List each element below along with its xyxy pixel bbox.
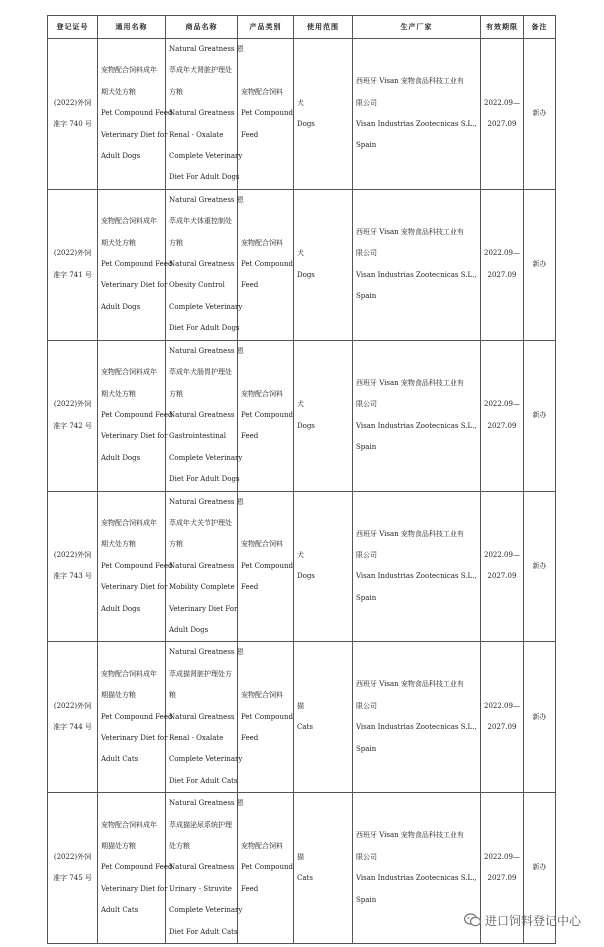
cell-generic-name — [98, 793, 173, 944]
cell-line: 2022.09— — [484, 852, 520, 861]
header-generic-name: 通用名称 — [98, 16, 166, 39]
cell-manufacturer — [353, 340, 481, 491]
cell-remarks — [524, 491, 556, 642]
cell-line: Obesity Control — [169, 281, 225, 290]
cell-reg-no — [48, 39, 98, 190]
table-row — [48, 39, 556, 190]
cell-generic-name — [98, 340, 173, 491]
cell-line: 准字 744 号 — [53, 723, 92, 732]
cell-line: Adult Cats — [101, 755, 139, 764]
cell-line: 方粮 — [169, 389, 183, 398]
cell-line: Pet Compound — [241, 109, 293, 118]
cell-line: 期猫处方粮 — [101, 842, 136, 851]
cell-line: 处方粮 — [169, 842, 190, 851]
table-row — [48, 189, 556, 340]
cell-line: Pet Compound Feed — [101, 410, 173, 419]
cell-line: Spain — [356, 744, 377, 753]
cell-product-name — [166, 793, 244, 944]
cell-line: Feed — [241, 583, 259, 592]
cell-line: 限公司 — [356, 98, 377, 107]
cell-line: Natural Greatness — [169, 260, 235, 269]
cell-line: Renal - Oxalate — [169, 130, 224, 139]
cell-line: 限公司 — [356, 249, 377, 258]
cell-line: Pet Compound — [241, 410, 293, 419]
cell-line: 限公司 — [356, 701, 377, 710]
cell-line: 期犬处方粮 — [101, 540, 136, 549]
cell-line: 2027.09 — [487, 119, 517, 128]
cell-line: Adult Dogs — [169, 625, 209, 634]
cell-scope — [294, 491, 353, 642]
cell-product-name — [166, 39, 244, 190]
cell-category — [238, 642, 294, 793]
cell-line: 方粮 — [169, 540, 183, 549]
cell-line: Natural Greatness — [169, 109, 235, 118]
cell-line: 西班牙 Visan 宠物食品科技工业有 — [356, 227, 464, 236]
cell-line: Veterinary Diet for — [101, 884, 168, 893]
cell-line: Urinary - Struvite — [169, 884, 232, 893]
cell-line: 期犬处方粮 — [101, 389, 136, 398]
cell-line: Renal - Oxalate — [169, 734, 224, 742]
cell-line: 萃成年犬肠胃护理处 — [169, 368, 232, 377]
cell-line: 新办 — [532, 260, 547, 269]
watermark-text: 进口饲料登记中心 — [485, 913, 582, 928]
cell-line: 2027.09 — [487, 723, 517, 732]
cell-line: (2022)外饲 — [53, 249, 92, 258]
cell-line: 限公司 — [356, 852, 377, 861]
cell-product-name — [166, 340, 244, 491]
cell-line: Diet For Adult Dogs — [169, 173, 240, 182]
cell-validity — [481, 189, 524, 340]
registration-table-container — [47, 15, 555, 944]
cell-remarks — [524, 189, 556, 340]
cell-line: 西班牙 Visan 宠物食品科技工业有 — [356, 831, 464, 840]
cell-scope — [294, 340, 353, 491]
table-header-row — [48, 16, 556, 39]
cell-manufacturer — [353, 491, 481, 642]
cell-line: 犬 — [297, 98, 304, 107]
cell-line: Visan Industrias Zootecnicas S.L., — [356, 421, 477, 430]
cell-line: Feed — [241, 734, 259, 742]
header-scope: 使用范围 — [294, 16, 353, 39]
cell-manufacturer — [353, 189, 481, 340]
cell-scope — [294, 642, 353, 793]
wechat-icon — [464, 913, 481, 927]
cell-line: Diet For Adult Cats — [169, 927, 238, 936]
cell-manufacturer — [353, 39, 481, 190]
cell-line: Mobility Complete — [169, 583, 235, 592]
cell-line: Diet For Adult Dogs — [169, 475, 240, 484]
cell-line: Natural Greatness 恩 — [169, 346, 244, 355]
registration-table — [47, 15, 556, 944]
cell-line: 方粮 — [169, 238, 183, 247]
cell-line: 犬 — [297, 551, 304, 560]
cell-line: 宠物配合饲料 — [241, 389, 283, 398]
cell-generic-name — [98, 189, 173, 340]
cell-line: 宠物配合饲料成年 — [101, 66, 157, 75]
cell-remarks — [524, 39, 556, 190]
cell-line: 萃成猫肾脏护理处方 — [169, 669, 232, 678]
cell-line: 宠物配合饲料 — [241, 691, 283, 700]
cell-line: Veterinary Diet For — [169, 604, 238, 613]
cell-line: Natural Greatness 恩 — [169, 195, 244, 204]
cell-line: Feed — [241, 281, 259, 290]
cell-line: Natural Greatness 恩 — [169, 497, 244, 506]
cell-line: 2027.09 — [487, 270, 517, 279]
cell-line: Feed — [241, 884, 259, 893]
cell-line: 2022.09— — [484, 400, 520, 409]
cell-line: Spain — [356, 443, 377, 452]
table-row — [48, 491, 556, 642]
cell-line: Visan Industrias Zootecnicas S.L., — [356, 572, 477, 581]
cell-line: 宠物配合饲料成年 — [101, 217, 157, 226]
cell-line: Veterinary Diet for — [101, 281, 168, 290]
cell-category — [238, 39, 294, 190]
cell-line: Feed — [241, 130, 259, 139]
header-validity: 有效期限 — [481, 16, 524, 39]
cell-category — [238, 793, 294, 944]
cell-reg-no — [48, 642, 98, 793]
cell-line: 西班牙 Visan 宠物食品科技工业有 — [356, 529, 464, 538]
cell-generic-name — [98, 642, 173, 793]
cell-generic-name — [98, 491, 173, 642]
cell-line: 期犬处方粮 — [101, 238, 136, 247]
cell-line: Pet Compound — [241, 863, 293, 872]
cell-line: Spain — [356, 895, 377, 904]
cell-line: 宠物配合饲料 — [241, 87, 283, 96]
cell-line: Visan Industrias Zootecnicas S.L., — [356, 119, 477, 128]
cell-line: 方粮 — [169, 87, 183, 96]
cell-line: Veterinary Diet for — [101, 432, 168, 441]
cell-line: Natural Greatness — [169, 561, 235, 570]
cell-line: Visan Industrias Zootecnicas S.L., — [356, 270, 477, 279]
cell-validity — [481, 491, 524, 642]
cell-product-name — [166, 642, 244, 793]
cell-line: Pet Compound Feed — [101, 109, 173, 118]
cell-line: Adult Dogs — [101, 604, 141, 613]
cell-line: Dogs — [297, 270, 315, 279]
cell-line: Pet Compound — [241, 712, 293, 721]
cell-line: Complete Veterinary — [169, 755, 243, 764]
cell-line: (2022)外饲 — [53, 400, 92, 409]
cell-line: 2027.09 — [487, 874, 517, 883]
cell-line: 萃成年犬肾脏护理处 — [169, 66, 232, 75]
header-reg-no: 登记证号 — [48, 16, 98, 39]
cell-line: Dogs — [297, 572, 315, 581]
cell-line: 新办 — [532, 712, 547, 721]
cell-product-name — [166, 491, 244, 642]
cell-line: 宠物配合饲料 — [241, 842, 283, 851]
cell-line: Adult Dogs — [101, 152, 141, 161]
cell-validity — [481, 642, 524, 793]
cell-line: 新办 — [532, 410, 547, 419]
cell-category — [238, 491, 294, 642]
cell-line: 准字 740 号 — [53, 119, 92, 128]
cell-line: 2022.09— — [484, 701, 520, 710]
cell-line: 宠物配合饲料 — [241, 238, 283, 247]
cell-line: 准字 745 号 — [53, 874, 92, 883]
cell-manufacturer — [353, 642, 481, 793]
cell-product-name — [166, 189, 244, 340]
cell-line: 2022.09— — [484, 249, 520, 258]
watermark — [464, 908, 604, 932]
cell-line: Pet Compound — [241, 561, 293, 570]
cell-line: 2027.09 — [487, 421, 517, 430]
cell-line: 限公司 — [356, 551, 377, 560]
cell-line: 2027.09 — [487, 572, 517, 581]
cell-generic-name — [98, 39, 173, 190]
cell-line: 准字 741 号 — [53, 270, 92, 279]
cell-line: Dogs — [297, 119, 315, 128]
cell-scope — [294, 793, 353, 944]
header-category: 产品类别 — [238, 16, 294, 39]
cell-line: 新办 — [532, 561, 547, 570]
cell-line: Natural Greatness — [169, 410, 235, 419]
cell-line: 犬 — [297, 400, 304, 409]
cell-line: Complete Veterinary — [169, 453, 243, 462]
header-manufacturer: 生产厂家 — [353, 16, 481, 39]
cell-line: 准字 742 号 — [53, 421, 92, 430]
cell-line: 萃成猫泌尿系统护理 — [169, 820, 232, 829]
cell-line: 宠物配合饲料成年 — [101, 820, 157, 829]
cell-line: Pet Compound Feed — [101, 712, 173, 721]
cell-line: 猫 — [297, 701, 304, 710]
cell-line: Complete Veterinary — [169, 302, 243, 311]
cell-line: 期犬处方粮 — [101, 87, 136, 96]
header-product-name: 商品名称 — [166, 16, 238, 39]
cell-line: (2022)外饲 — [53, 551, 92, 560]
cell-line: Diet For Adult Cats — [169, 776, 238, 785]
cell-line: 宠物配合饲料成年 — [101, 669, 157, 678]
table-row — [48, 642, 556, 793]
cell-line: 粮 — [169, 691, 176, 700]
cell-line: 新办 — [532, 863, 547, 872]
cell-line: Pet Compound Feed — [101, 863, 173, 872]
cell-line: Veterinary Diet for — [101, 130, 168, 139]
cell-line: 准字 743 号 — [53, 572, 92, 581]
cell-line: Spain — [356, 292, 377, 301]
header-remarks: 备注 — [524, 16, 556, 39]
cell-line: (2022)外饲 — [53, 852, 92, 861]
cell-line: 2022.09— — [484, 98, 520, 107]
cell-line: Adult Dogs — [101, 453, 141, 462]
cell-line: Adult Dogs — [101, 302, 141, 311]
table-row — [48, 340, 556, 491]
cell-scope — [294, 39, 353, 190]
cell-scope — [294, 189, 353, 340]
cell-line: Complete Veterinary — [169, 906, 243, 915]
cell-line: 新办 — [532, 109, 547, 118]
cell-line: 宠物配合饲料成年 — [101, 368, 157, 377]
cell-remarks — [524, 642, 556, 793]
cell-reg-no — [48, 340, 98, 491]
cell-line: Cats — [297, 874, 313, 883]
cell-line: 萃成年犬关节护理处 — [169, 518, 232, 527]
cell-line: Adult Cats — [101, 906, 139, 915]
cell-manufacturer — [353, 793, 481, 944]
cell-line: 猫 — [297, 852, 304, 861]
cell-category — [238, 340, 294, 491]
cell-line: 2022.09— — [484, 551, 520, 560]
cell-line: Natural Greatness 恩 — [169, 799, 244, 808]
cell-validity — [481, 340, 524, 491]
cell-line: (2022)外饲 — [53, 701, 92, 710]
cell-line: 萃成年犬体重控制处 — [169, 217, 232, 226]
cell-line: Spain — [356, 593, 377, 602]
cell-reg-no — [48, 793, 98, 944]
cell-line: Pet Compound Feed — [101, 561, 173, 570]
cell-line: 期猫处方粮 — [101, 691, 136, 700]
cell-reg-no — [48, 491, 98, 642]
cell-line: 西班牙 Visan 宠物食品科技工业有 — [356, 378, 464, 387]
cell-line: 宠物配合饲料 — [241, 540, 283, 549]
cell-line: 西班牙 Visan 宠物食品科技工业有 — [356, 77, 464, 86]
cell-line: Veterinary Diet for — [101, 583, 168, 592]
cell-line: 宠物配合饲料成年 — [101, 518, 157, 527]
cell-line: Complete Veterinary — [169, 152, 243, 161]
cell-line: Cats — [297, 723, 313, 732]
cell-line: Natural Greatness 恩 — [169, 45, 244, 53]
cell-line: Natural Greatness — [169, 863, 235, 872]
cell-line: 限公司 — [356, 400, 377, 409]
cell-line: Natural Greatness 恩 — [169, 648, 244, 657]
cell-line: Feed — [241, 432, 259, 441]
cell-line: Visan Industrias Zootecnicas S.L., — [356, 874, 477, 883]
cell-validity — [481, 39, 524, 190]
cell-remarks — [524, 340, 556, 491]
cell-reg-no — [48, 189, 98, 340]
cell-line: Natural Greatness — [169, 712, 235, 721]
cell-line: Visan Industrias Zootecnicas S.L., — [356, 723, 477, 732]
cell-line: Spain — [356, 141, 377, 150]
cell-line: Gastrointestinal — [169, 432, 226, 441]
cell-category — [238, 189, 294, 340]
cell-line: (2022)外饲 — [53, 98, 92, 107]
cell-line: 犬 — [297, 249, 304, 258]
cell-line: 西班牙 Visan 宠物食品科技工业有 — [356, 680, 464, 689]
cell-line: Pet Compound Feed — [101, 260, 173, 269]
cell-line: Dogs — [297, 421, 315, 430]
cell-line: Veterinary Diet for — [101, 734, 168, 742]
cell-line: Pet Compound — [241, 260, 293, 269]
cell-line: Diet For Adult Dogs — [169, 324, 240, 333]
